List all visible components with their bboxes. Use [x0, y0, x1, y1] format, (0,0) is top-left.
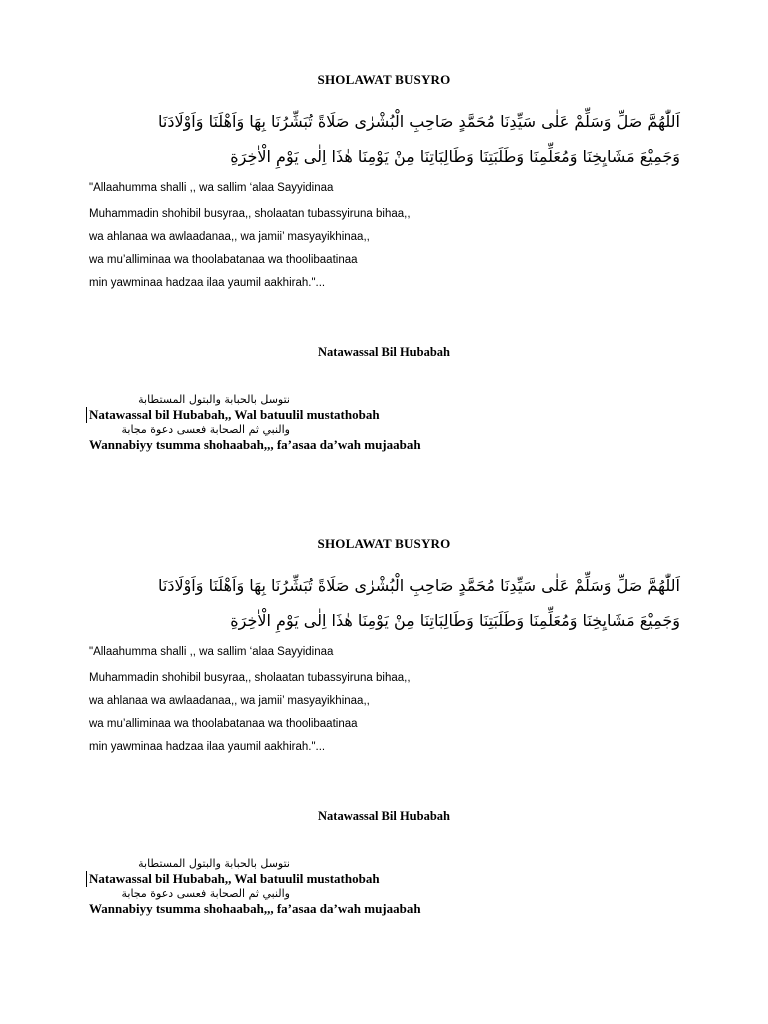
latin-line-1: "Allaahumma shalli ,, wa sallim ‘alaa Sayyidinaa — [89, 182, 334, 194]
latin-line-4: wa mu’alliminaa wa thoolabatanaa wa thoolibaatinaa — [89, 254, 358, 266]
latin-line-3: wa ahlanaa wa awlaadanaa,, wa jamii’ masyayikhinaa,, — [89, 231, 370, 243]
arabic-line-1: اَللّٰهُمَّ صَلِّ وَسَلِّمْ عَلٰى سَيِّدِنَا مُحَمَّدٍ صَاحِبِ الْبُشْرٰى صَلَاةً تُبَشِّرُنَا بِهَا وَاَهْلَنَا وَاَوْلَادَنَا — [158, 112, 680, 131]
section-subtitle: Natawassal Bil Hubabah — [318, 809, 450, 823]
verse-latin-1: Natawassal bil Hubabah,, Wal batuulil mustathobah — [86, 407, 649, 423]
latin-line-2: Muhammadin shohibil busyraa,, sholaatan tubassyiruna bihaa,, — [89, 208, 411, 220]
arabic-line-2: وَجَمِيْعَ مَشَايِخِنَا وَمُعَلِّمِنَا وَطَلَبَتِنَا وَطَالِبَاتِنَا مِنْ يَوْمِنَا هٰذَا اِلٰى يَوْمِ الْاٰخِرَةِ — [230, 611, 680, 630]
verse-latin-2: Wannabiyy tsumma shohaabah,,, fa’asaa da’wah mujaabah — [89, 901, 421, 916]
verse-block — [89, 857, 649, 917]
latin-line-1: "Allaahumma shalli ,, wa sallim ‘alaa Sayyidinaa — [89, 646, 334, 658]
verse-latin-2: Wannabiyy tsumma shohaabah,,, fa’asaa da’wah mujaabah — [89, 437, 421, 452]
verse-latin-1: Natawassal bil Hubabah,, Wal batuulil mustathobah — [86, 871, 649, 887]
arabic-line-1: اَللّٰهُمَّ صَلِّ وَسَلِّمْ عَلٰى سَيِّدِنَا مُحَمَّدٍ صَاحِبِ الْبُشْرٰى صَلَاةً تُبَشِّرُنَا بِهَا وَاَهْلَنَا وَاَوْلَادَنَا — [158, 576, 680, 595]
verse-arabic-2: والنبي ثم الصحابة فعسى دعوة مجابة — [121, 887, 290, 900]
latin-line-4: wa mu’alliminaa wa thoolabatanaa wa thoolibaatinaa — [89, 718, 358, 730]
section-subtitle: Natawassal Bil Hubabah — [318, 345, 450, 359]
verse-arabic-2: والنبي ثم الصحابة فعسى دعوة مجابة — [121, 423, 290, 436]
latin-line-2: Muhammadin shohibil busyraa,, sholaatan tubassyiruna bihaa,, — [89, 672, 411, 684]
section-title: SHOLAWAT BUSYRO — [317, 72, 451, 87]
arabic-line-2: وَجَمِيْعَ مَشَايِخِنَا وَمُعَلِّمِنَا وَطَلَبَتِنَا وَطَالِبَاتِنَا مِنْ يَوْمِنَا هٰذَا اِلٰى يَوْمِ الْاٰخِرَةِ — [230, 147, 680, 166]
verse-arabic-1: نتوسل بالحبابة والبتول المستطابة — [138, 393, 290, 406]
latin-line-3: wa ahlanaa wa awlaadanaa,, wa jamii’ masyayikhinaa,, — [89, 695, 370, 707]
section-title: SHOLAWAT BUSYRO — [317, 536, 451, 551]
latin-line-5: min yawminaa hadzaa ilaa yaumil aakhirah."... — [89, 277, 326, 289]
verse-arabic-1: نتوسل بالحبابة والبتول المستطابة — [138, 857, 290, 870]
latin-line-5: min yawminaa hadzaa ilaa yaumil aakhirah."... — [89, 741, 326, 753]
verse-block — [89, 393, 649, 453]
